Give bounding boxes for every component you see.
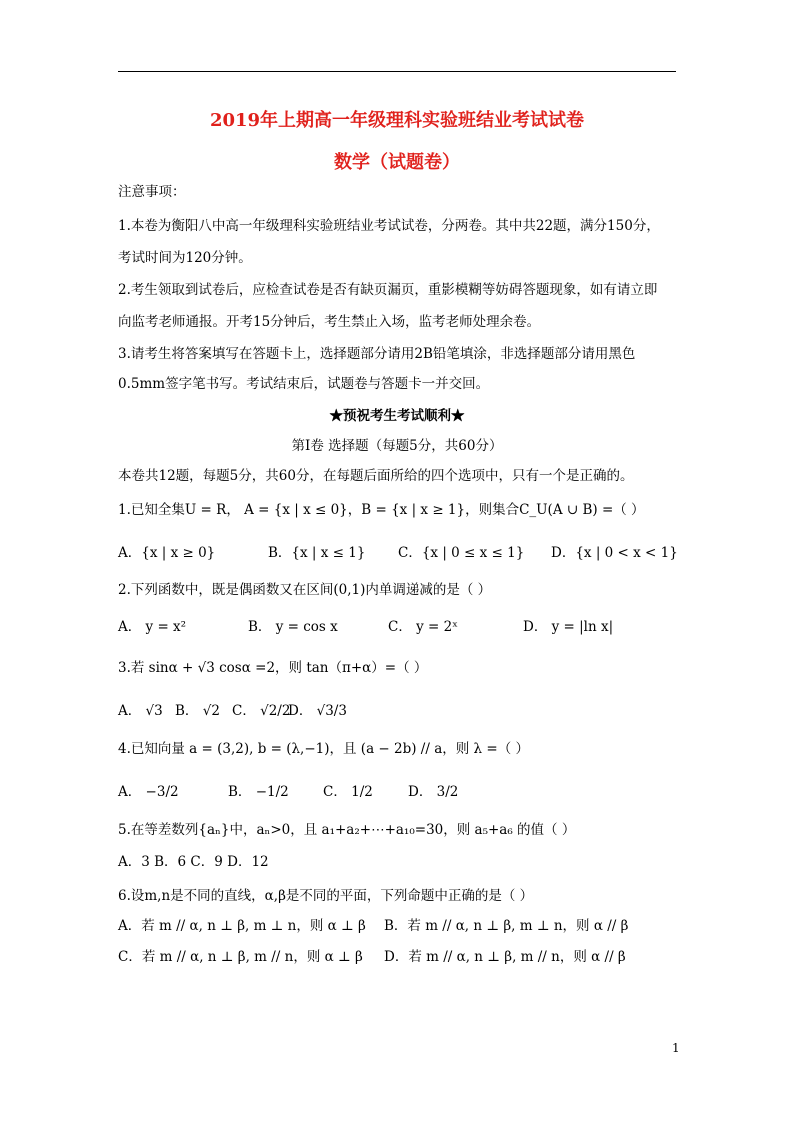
question-1-option-a: A．{x | x ≥ 0} [118,545,216,561]
page-number: 1 [672,1041,680,1055]
question-2-option-a: A． y = x² [118,619,187,635]
notice-item-3-line-2: 0.5mm签字笔书写。考试结束后，试题卷与答题卡一并交回。 [118,376,490,392]
notice-item-3-line-1: 3.请考生将答案填写在答题卡上，选择题部分请用2B铅笔填涂，非选择题部分请用黑色 [118,346,636,362]
question-2-option-b: B． y = cos x [248,619,338,635]
section-1-intro: 本卷共12题，每题5分，共60分，在每题后面所给的四个选项中，只有一个是正确的。 [118,468,634,484]
question-4-stem: 4.已知向量 a = (3,2), b = (λ,−1)，且 (a − 2b) // a，则 λ =（ ） [118,741,529,757]
question-5-stem: 5.在等差数列{aₙ}中，aₙ>0，且 a₁+a₂+⋯+a₁₀=30，则 a₅+a₆ 的值（ ） [118,822,576,838]
question-6-option-d: D．若 m // α, n ⊥ β, m // n，则 α // β [384,949,626,965]
question-4-option-a: A． −3/2 [118,784,179,800]
exam-title: 2019年上期高一年级理科实验班结业考试试卷 [209,110,585,131]
question-2-stem: 2.下列函数中，既是偶函数又在区间(0,1)内单调递减的是（ ） [118,582,492,598]
notice-heading: 注意事项： [118,184,186,200]
question-4-option-b: B． −1/2 [228,784,289,800]
question-3-option-a: A． √3 [118,703,163,719]
question-1-stem: 1.已知全集U = R， A = {x | x ≤ 0}，B = {x | x ≥ 1}，则集合C_U(A ∪ B) =（ ） [118,502,645,518]
question-3-stem: 3.若 sinα + √3 cosα =2，则 tan（π+α）=（ ） [118,660,428,676]
question-1-option-d: D．{x | 0 < x < 1} [551,545,678,561]
question-6-option-a: A．若 m // α, n ⊥ β, m ⊥ n，则 α ⊥ β [118,918,366,934]
question-6-option-c: C．若 m // α, n ⊥ β, m // n，则 α ⊥ β [118,949,363,965]
question-4-option-c: C． 1/2 [323,784,373,800]
question-1-option-b: B．{x | x ≤ 1} [268,545,366,561]
question-6-stem: 6.设m,n是不同的直线，α,β是不同的平面，下列命题中正确的是（ ） [118,888,534,904]
exam-subtitle: 数学（试题卷） [334,152,460,173]
question-4-option-d: D． 3/2 [408,784,459,800]
question-2-option-d: D． y = |ln x| [523,619,614,635]
notice-item-2-line-2: 向监考老师通报。开考15分钟后，考生禁止入场，监考老师处理余卷。 [118,314,541,330]
section-1-heading: 第Ⅰ卷 选择题（每题5分，共60分） [291,438,503,454]
notice-item-2-line-1: 2.考生领取到试卷后，应检查试卷是否有缺页漏页，重影模糊等妨碍答题现象，如有请立即 [118,282,658,298]
notice-item-1-line-2: 考试时间为120分钟。 [118,250,252,266]
question-6-option-b: B．若 m // α, n ⊥ β, m ⊥ n，则 α // β [384,918,629,934]
question-3-option-b: B． √2 [175,703,220,719]
notice-item-1-line-1: 1.本卷为衡阳八中高一年级理科实验班结业考试试卷，分两卷。其中共22题，满分150分， [118,218,660,234]
question-3-option-c: C． √2/2 [232,703,291,719]
question-3-option-d: D． √3/3 [288,703,347,719]
question-2-option-c: C． y = 2ˣ [388,619,458,635]
good-luck-wish: ★预祝考生考试顺利★ [329,408,465,424]
question-1-option-c: C．{x | 0 ≤ x ≤ 1} [398,545,525,561]
question-5-options: A．3 B．6 C．9 D．12 [118,854,269,870]
top-rule [118,71,676,72]
